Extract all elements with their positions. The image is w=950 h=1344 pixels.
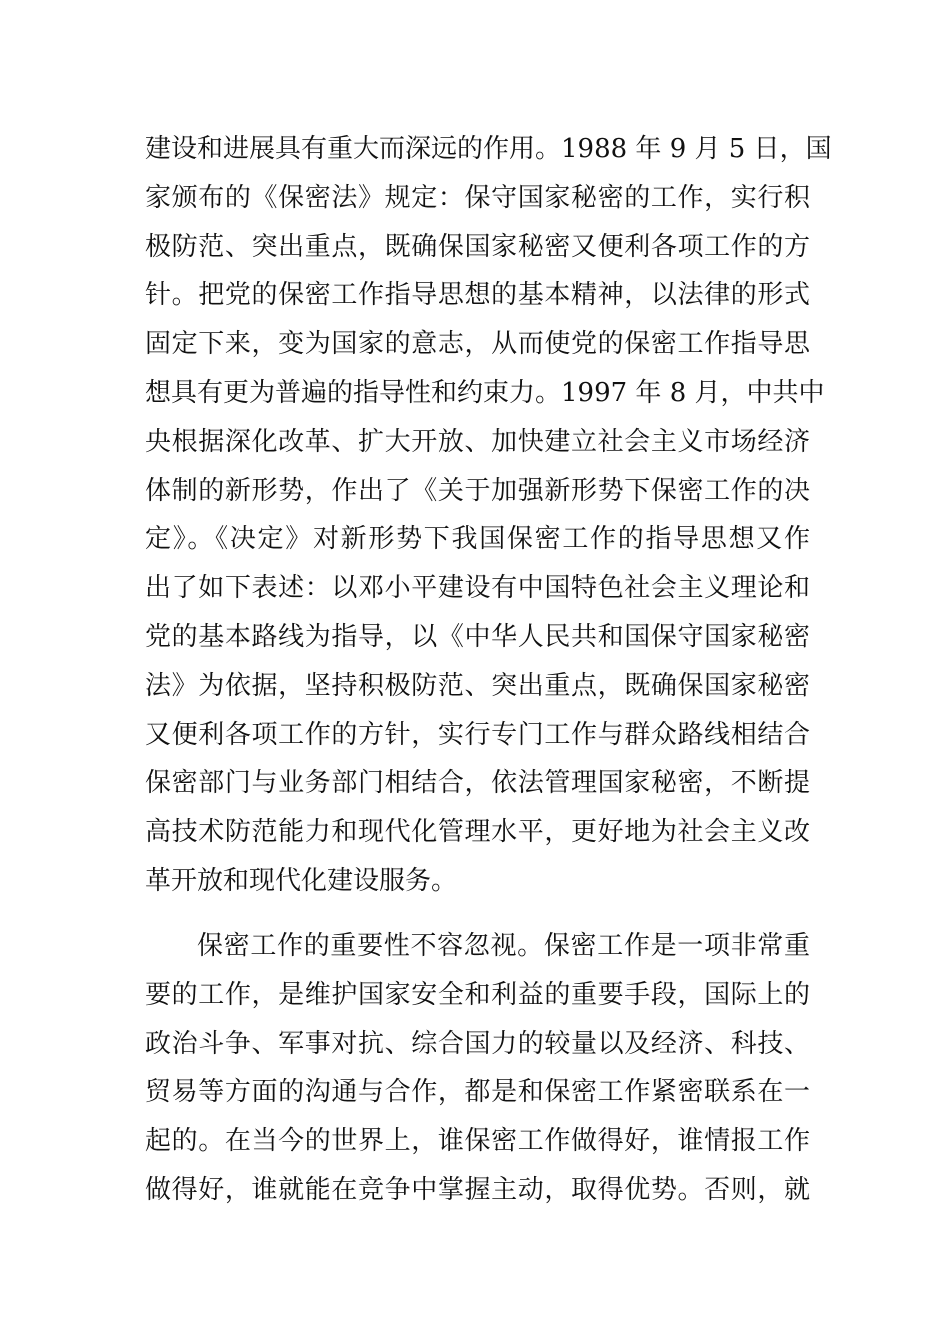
paragraph-line: 保密部门与业务部门相结合，依法管理国家秘密，不断提 [145, 768, 810, 799]
paragraph-line: 高技术防范能力和现代化管理水平，更好地为社会主义改 [145, 817, 810, 848]
paragraph-line: 要的工作，是维护国家安全和利益的重要手段，国际上的 [145, 979, 810, 1010]
paragraph-line: 起的。在当今的世界上，谁保密工作做得好，谁情报工作 [145, 1126, 810, 1157]
paragraph-line: 针。把党的保密工作指导思想的基本精神，以法律的形式 [145, 280, 810, 311]
paragraph-line: 想具有更为普遍的指导性和约束力。1997 年 8 月，中共中 [145, 377, 825, 408]
paragraph-line: 贸易等方面的沟通与合作，都是和保密工作紧密联系在一 [145, 1077, 810, 1108]
paragraph-line: 又便利各项工作的方针，实行专门工作与群众路线相结合 [145, 719, 810, 750]
paragraph-line: 出了如下表述：以邓小平建设有中国特色社会主义理论和 [145, 573, 810, 604]
paragraph-line: 保密工作的重要性不容忽视。保密工作是一项非常重 [197, 931, 810, 961]
paragraph-line: 做得好，谁就能在竞争中掌握主动，取得优势。否则，就 [145, 1174, 810, 1205]
paragraph-line: 体制的新形势，作出了《关于加强新形势下保密工作的决 [145, 475, 810, 506]
paragraph-line: 央根据深化改革、扩大开放、加快建立社会主义市场经济 [145, 426, 810, 457]
paragraph-line: 建设和进展具有重大而深远的作用。1988 年 9 月 5 日，国 [145, 134, 832, 164]
paragraph-line: 家颁布的《保密法》规定：保守国家秘密的工作，实行积 [145, 182, 810, 213]
paragraph-1 [145, 125, 832, 906]
paragraph-line: 定》。《决定》对新形势下我国保密工作的指导思想又作 [145, 524, 810, 555]
paragraph-line: 极防范、突出重点，既确保国家秘密又便利各项工作的方 [145, 231, 810, 262]
paragraph-line: 法》为依据，坚持积极防范、突出重点，既确保国家秘密 [145, 670, 810, 701]
paragraph-line: 革开放和现代化建设服务。 [145, 865, 458, 896]
paragraph-line: 党的基本路线为指导，以《中华人民共和国保守国家秘密 [145, 621, 810, 652]
paragraph-2 [145, 922, 810, 1215]
paragraph-line: 政治斗争、军事对抗、综合国力的较量以及经济、科技、 [145, 1028, 810, 1059]
paragraph-line: 固定下来，变为国家的意志，从而使党的保密工作指导思 [145, 329, 810, 360]
